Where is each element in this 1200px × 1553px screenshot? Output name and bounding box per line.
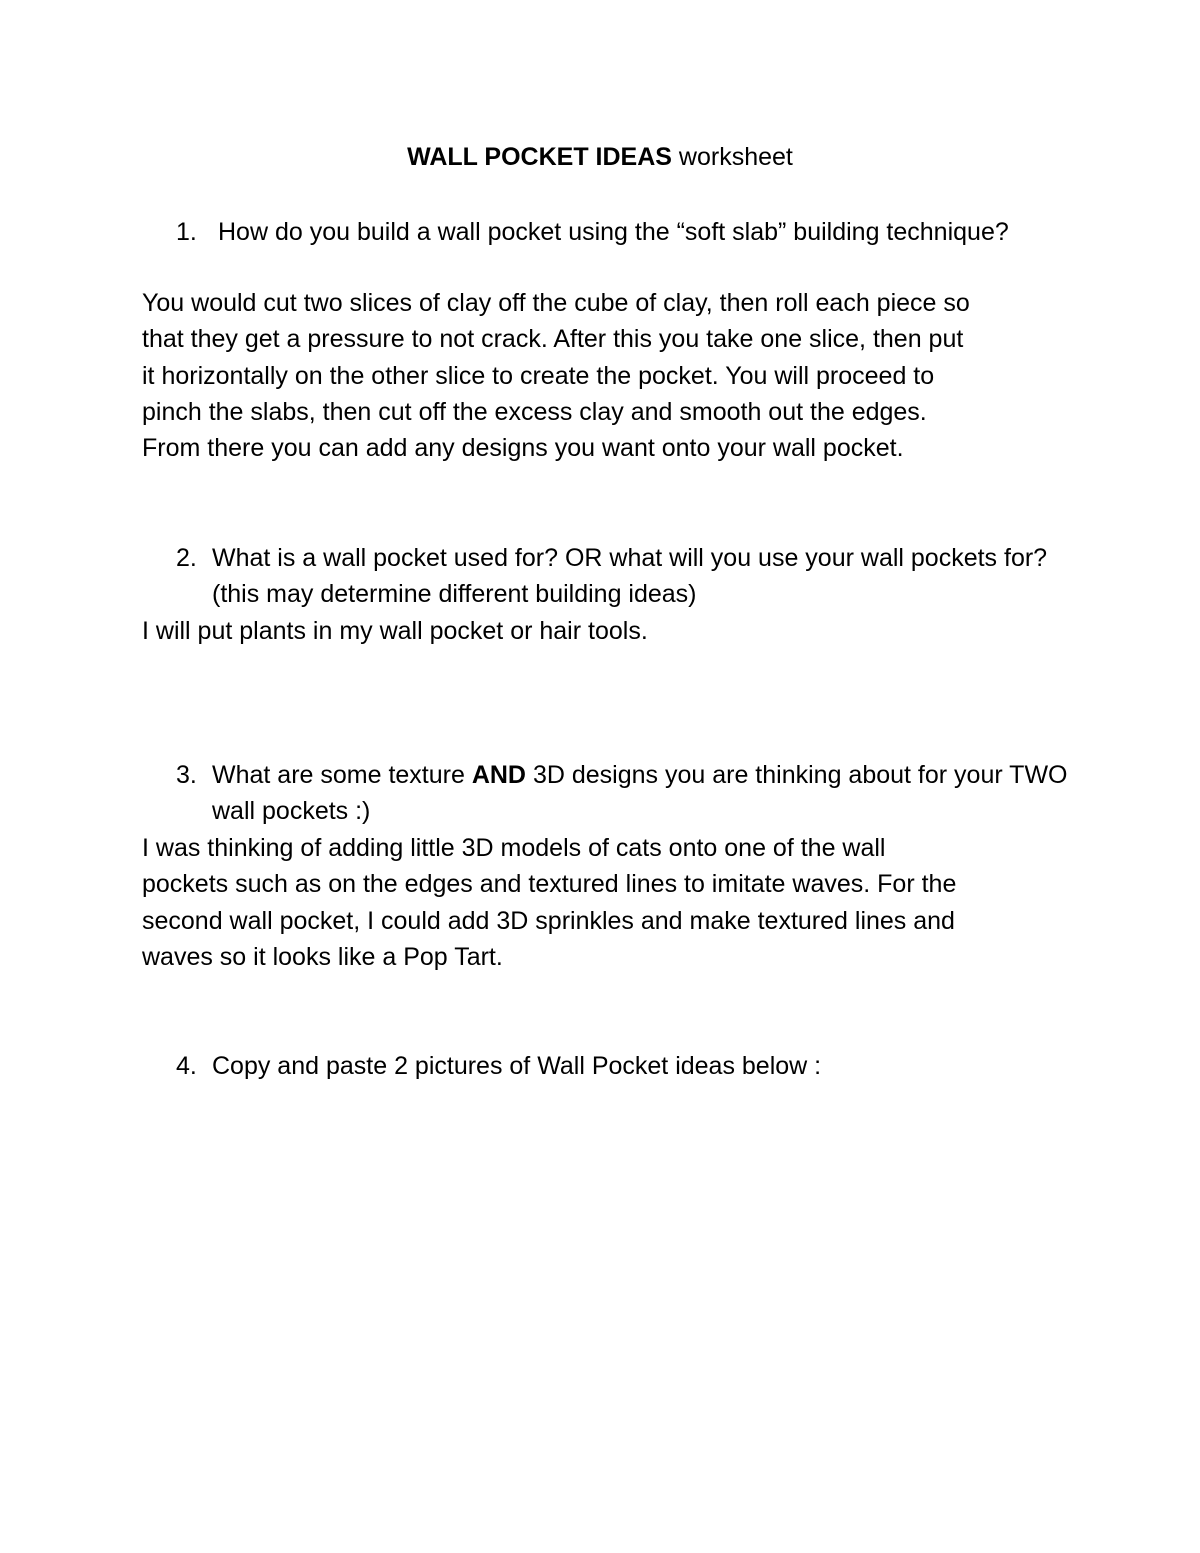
answer-1-line: that they get a pressure to not crack. After this you take one slice, then put [142,325,964,354]
question-4 [176,1048,1076,1084]
question-2-text: What is a wall pocket used for? OR what will you use your wall pockets for? (this may determine different building ideas) [212,544,1048,608]
answer-1-line: You would cut two slices of clay off the cube of clay, then roll each piece so [142,289,970,317]
question-2 [176,540,1076,612]
question-3-text [212,757,1076,829]
question-3 [176,757,1076,829]
answer-2 [142,613,1072,649]
question-3-text-end: 3D designs you are thinking about for your TWO wall pockets :) [212,761,1068,825]
answer-3 [142,830,1072,975]
answer-2-line: I will put plants in my wall pocket or hair tools. [142,617,648,645]
answer-3-line: second wall pocket, I could add 3D sprinkles and make textured lines and [142,906,955,935]
page-title [0,138,1200,176]
question-3-bold-word: AND [471,761,526,789]
answer-1 [142,285,1072,466]
answer-1-line: it horizontally on the other slice to create the pocket. You will proceed to [142,361,935,390]
question-4-text: Copy and paste 2 pictures of Wall Pocket ideas below : [212,1052,822,1080]
question-1 [176,214,1076,250]
answer-1-line: pinch the slabs, then cut off the excess clay and smooth out the edges. [142,397,927,426]
question-3-number: 3. [176,761,197,789]
title-suffix: worksheet [678,143,793,171]
question-1-number: 1. [176,218,197,246]
question-4-number: 4. [176,1052,197,1080]
question-3-text-start: What are some texture [212,761,472,789]
question-2-number: 2. [176,544,197,572]
answer-3-line: pockets such as on the edges and textured lines to imitate waves. For the [142,870,957,899]
title-bold: WALL POCKET IDEAS [407,143,672,171]
answer-1-line: From there you can add any designs you want onto your wall pocket. [142,434,904,463]
question-1-text: How do you build a wall pocket using the “soft slab” building technique? [218,218,1009,246]
answer-3-line: I was thinking of adding little 3D models of cats onto one of the wall [142,834,886,862]
answer-3-line: waves so it looks like a Pop Tart. [142,942,503,971]
